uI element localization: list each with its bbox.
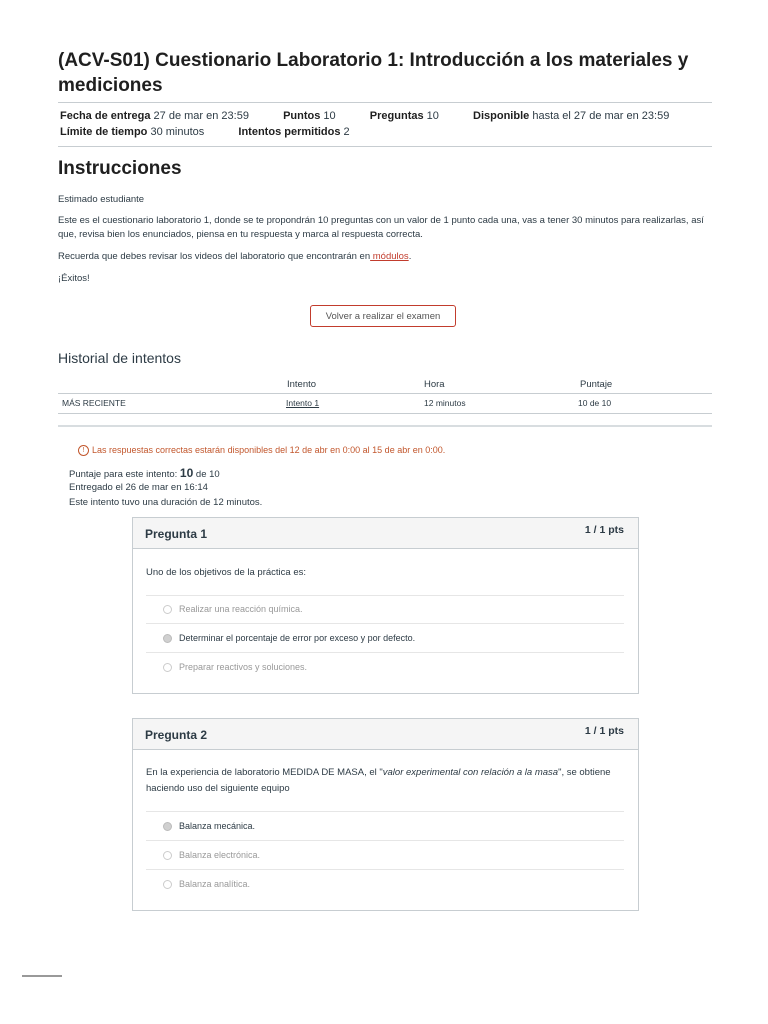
divider — [58, 102, 712, 103]
attempt-row-label: MÁS RECIENTE — [62, 398, 126, 408]
questions-value: 10 — [426, 110, 439, 122]
question-points: 1 / 1 pts — [584, 725, 624, 737]
answer-option: Preparar reactivos y soluciones. — [163, 662, 307, 672]
submitted-date: Entregado el 26 de mar en 16:14 — [69, 482, 208, 493]
divider — [58, 425, 712, 427]
radio-button-selected — [163, 634, 172, 643]
attempt-score: 10 de 10 — [578, 398, 612, 408]
points-label: Puntos — [283, 110, 321, 122]
question-points: 1 / 1 pts — [584, 524, 624, 536]
attempt-history-heading: Historial de intentos — [58, 350, 181, 366]
warning-icon: ! — [78, 445, 89, 456]
answer-option: Balanza analítica. — [163, 879, 250, 889]
available-value: hasta el 27 de mar en 23:59 — [532, 110, 670, 122]
divider — [146, 869, 624, 870]
column-header-attempt: Intento — [287, 379, 317, 390]
divider — [146, 811, 624, 812]
divider — [146, 623, 624, 624]
quiz-meta-row-1 — [60, 110, 669, 122]
divider — [58, 146, 712, 147]
radio-button — [163, 663, 172, 672]
modules-link[interactable]: módulos — [370, 251, 409, 262]
divider — [146, 595, 624, 596]
attempt-score-line: Puntaje para este intento: 10 de 10 — [69, 466, 220, 480]
radio-button — [163, 851, 172, 860]
attempt-1-link[interactable]: Intento 1 — [286, 398, 320, 408]
answer-option-selected: Determinar el porcentaje de error por exceso y por defecto. — [163, 633, 415, 643]
divider — [58, 393, 712, 394]
answer-option: Realizar una reacción química. — [163, 604, 303, 614]
due-label: Fecha de entrega — [60, 110, 151, 122]
time-limit-label: Límite de tiempo — [60, 126, 148, 138]
answer-option-selected: Balanza mecánica. — [163, 821, 255, 831]
question-card — [132, 517, 639, 694]
question-card — [132, 718, 639, 911]
instructions-heading: Instrucciones — [58, 158, 182, 179]
points-value: 10 — [323, 110, 336, 122]
instructions-closing: ¡Éxitos! — [58, 273, 90, 284]
available-label: Disponible — [473, 110, 530, 122]
footer-mark — [22, 975, 62, 977]
attempts-value: 2 — [343, 126, 350, 138]
column-header-time: Hora — [424, 379, 445, 390]
divider — [58, 413, 712, 414]
question-header — [133, 719, 638, 750]
question-text: En la experiencia de laboratorio MEDIDA DE MASA, el "valor experimental con relación a la masa", se obtiene haciendo uso del siguiente equipo — [146, 767, 611, 794]
instructions-greeting: Estimado estudiante — [58, 194, 145, 205]
question-title: Pregunta 2 — [145, 728, 208, 742]
attempt-duration: Este intento tuvo una duración de 12 minutos. — [69, 497, 263, 508]
time-limit-value: 30 minutos — [150, 126, 205, 138]
radio-button — [163, 880, 172, 889]
question-text: Uno de los objetivos de la práctica es: — [146, 567, 307, 578]
page-title: (ACV-S01) Cuestionario Laboratorio 1: Introducción a los materiales y mediciones — [58, 50, 689, 96]
attempt-score-value: 10 — [179, 466, 194, 480]
answer-option: Balanza electrónica. — [163, 850, 260, 860]
radio-button-selected — [163, 822, 172, 831]
instructions-reminder: Recuerda que debes revisar los videos del laboratorio que encontrarán en módulos. — [58, 251, 412, 262]
retake-quiz-button[interactable]: Volver a realizar el examen — [310, 305, 456, 327]
attempt-time: 12 minutos — [424, 398, 466, 408]
instructions-body: Este es el cuestionario laboratorio 1, donde se te propondrán 10 preguntas con un valor de 1 punto cada una, vas a tener 30 minutos para realizarlas, así que, revisa bien los enunciados, piensa en tu respuesta y marca al respuesta correcta. — [58, 215, 704, 240]
quiz-meta-row-2 — [60, 126, 350, 138]
divider — [146, 652, 624, 653]
radio-button — [163, 605, 172, 614]
due-value: 27 de mar en 23:59 — [153, 110, 249, 122]
answers-availability-notice: ! Las respuestas correctas estarán disponibles del 12 de abr en 0:00 al 15 de abr en 0:00. — [78, 445, 445, 456]
question-title: Pregunta 1 — [145, 527, 208, 541]
divider — [146, 840, 624, 841]
column-header-score: Puntaje — [580, 379, 613, 390]
attempts-label: Intentos permitidos — [238, 126, 341, 138]
questions-label: Preguntas — [369, 110, 424, 122]
question-header — [133, 518, 638, 549]
